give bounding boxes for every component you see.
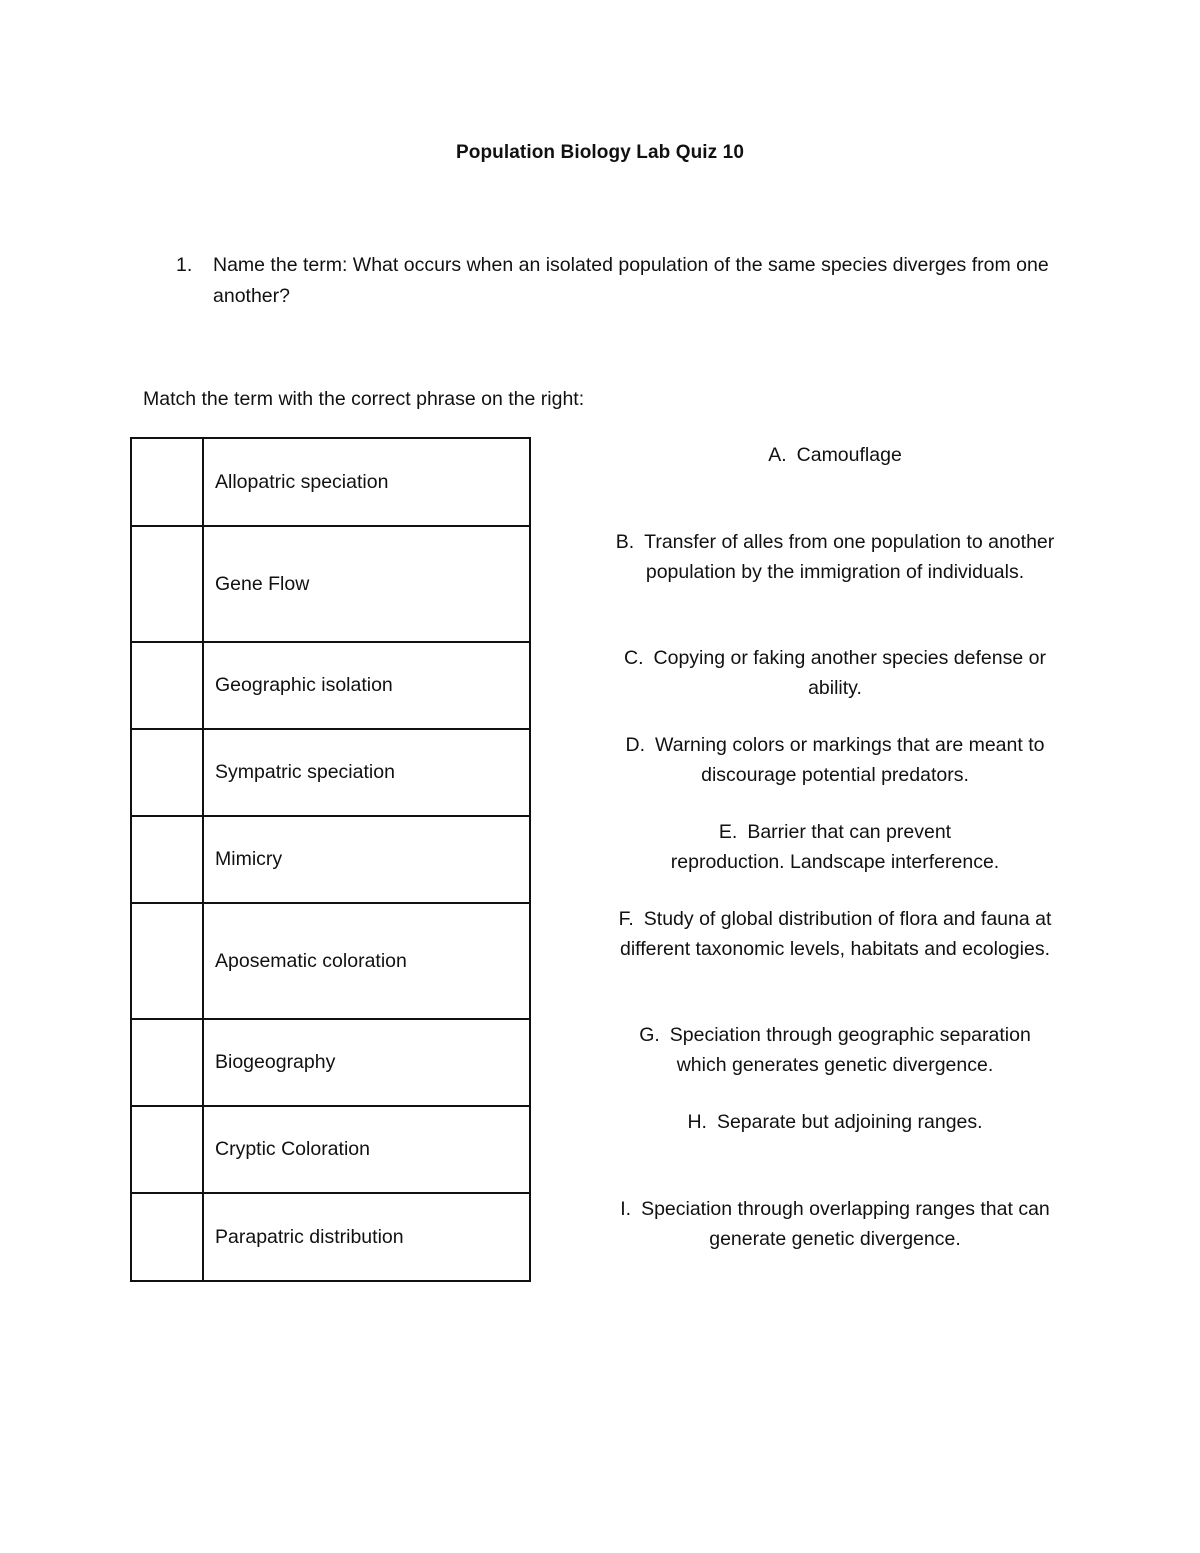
option-letter: G. (639, 1024, 660, 1046)
answer-blank[interactable] (131, 642, 203, 729)
option-letter: B. (615, 531, 635, 553)
answer-blank[interactable] (131, 1193, 203, 1281)
term-cell: Gene Flow (203, 526, 530, 642)
term-cell: Mimicry (203, 816, 530, 903)
option-text: Study of global distribution of flora and fauna at different taxonomic levels, habitats and ecologies. (620, 908, 1052, 960)
table-row (131, 1193, 530, 1281)
option-letter: H. (687, 1111, 707, 1133)
term-cell: Aposematic coloration (203, 903, 530, 1019)
matching-table (130, 437, 531, 1282)
option-text: Camouflage (796, 444, 902, 466)
table-row (131, 642, 530, 729)
term-cell: Sympatric speciation (203, 729, 530, 816)
term-cell: Biogeography (203, 1019, 530, 1106)
option-letter: A. (768, 444, 787, 466)
question-number: 1. (176, 254, 193, 276)
option-text: Separate but adjoining ranges. (716, 1111, 983, 1133)
table-row (131, 816, 530, 903)
option-letter: D. (625, 734, 646, 756)
table-row (131, 903, 530, 1019)
answer-blank[interactable] (131, 816, 203, 903)
table-row (131, 729, 530, 816)
option-letter: E. (718, 821, 738, 843)
option-f (565, 905, 1105, 964)
option-text: Copying or faking another species defense or ability. (653, 647, 1046, 699)
option-h (565, 1108, 1105, 1138)
answer-blank[interactable] (131, 438, 203, 526)
answer-blank[interactable] (131, 1019, 203, 1106)
answer-blank[interactable] (131, 526, 203, 642)
option-letter: C. (624, 647, 644, 669)
option-text: Warning colors or markings that are meant to discourage potential predators. (655, 734, 1045, 786)
option-text: Speciation through overlapping ranges that can generate genetic divergence. (641, 1198, 1050, 1250)
question-text: Name the term: What occurs when an isolated population of the same species diverges from one another? (213, 254, 1049, 307)
table-row (131, 526, 530, 642)
option-g (565, 1021, 1105, 1080)
answer-blank[interactable] (131, 903, 203, 1019)
option-e (565, 818, 1105, 877)
option-text: Speciation through geographic separation which generates genetic divergence. (669, 1024, 1031, 1076)
option-d (565, 731, 1105, 790)
option-a (565, 441, 1105, 471)
option-b (565, 528, 1105, 587)
term-cell: Parapatric distribution (203, 1193, 530, 1281)
option-letter: F. (618, 908, 634, 930)
answer-blank[interactable] (131, 729, 203, 816)
table-row (131, 438, 530, 526)
option-text: Transfer of alles from one population to another population by the immigration of individuals. (644, 531, 1055, 583)
option-letter: I. (620, 1198, 632, 1220)
option-text: Barrier that can prevent reproduction. Landscape interference. (670, 821, 1000, 873)
option-i (565, 1195, 1105, 1254)
option-c (565, 644, 1105, 703)
question-1 (176, 250, 1076, 312)
term-cell: Allopatric speciation (203, 438, 530, 526)
term-cell: Geographic isolation (203, 642, 530, 729)
table-row (131, 1106, 530, 1193)
matching-instruction: Match the term with the correct phrase on the right: (143, 388, 585, 410)
term-cell: Cryptic Coloration (203, 1106, 530, 1193)
answer-blank[interactable] (131, 1106, 203, 1193)
page-title: Population Biology Lab Quiz 10 (455, 142, 744, 163)
table-row (131, 1019, 530, 1106)
